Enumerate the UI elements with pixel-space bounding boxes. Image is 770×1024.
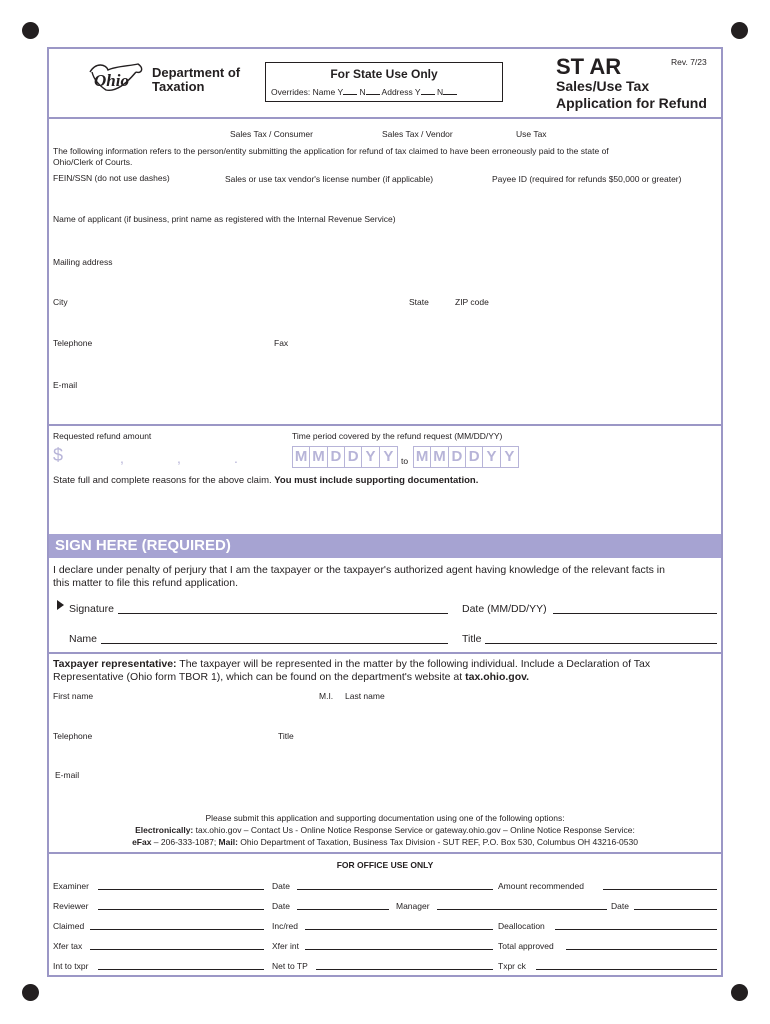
- website-link[interactable]: tax.ohio.gov.: [465, 671, 530, 683]
- date-cell: M: [310, 447, 327, 467]
- office-manager-line[interactable]: [437, 909, 607, 910]
- office-xfer-tax-line[interactable]: [90, 949, 264, 950]
- payee-label: Payee ID (required for refunds $50,000 or greater): [492, 174, 682, 184]
- office-amount-recommended-label: Amount recommended: [498, 881, 584, 891]
- fein-label: FEIN/SSN (do not use dashes): [53, 173, 170, 183]
- office-divider: [47, 852, 723, 854]
- applicant-name-label: Name of applicant (if business, print name as registered with the Internal Revenue Service): [53, 214, 396, 224]
- representative-text-1: Taxpayer representative: The taxpayer will be represented in the matter by the following individual. Include a Declaration of Tax: [53, 658, 651, 670]
- office-reviewer-line[interactable]: [98, 909, 264, 910]
- amount-decimal: .: [234, 450, 238, 466]
- office-deallocation-line[interactable]: [555, 929, 717, 930]
- form-title: Sales/Use Tax Application for Refund: [556, 78, 707, 111]
- registration-mark-bottom-left: [22, 984, 39, 1001]
- date-cell: Y: [362, 447, 379, 467]
- registration-mark-top-left: [22, 22, 39, 39]
- sign-date-label: Date (MM/DD/YY): [462, 603, 547, 615]
- office-amount-recommended-line[interactable]: [603, 889, 717, 890]
- date-cell: Y: [504, 448, 515, 465]
- representative-text-2: Representative (Ohio form TBOR 1), which can be found on the department's website at tax.ohio.gov.: [53, 671, 530, 683]
- dollar-sign: $: [53, 445, 64, 465]
- office-date-label-3: Date: [611, 901, 629, 911]
- rep-mi-label: M.I.: [319, 691, 334, 701]
- date-cell: M: [414, 447, 431, 467]
- office-date-label-1: Date: [272, 881, 290, 891]
- office-xfer-int-label: Xfer int: [272, 941, 299, 951]
- office-total-approved-label: Total approved: [498, 941, 554, 951]
- applicant-intro: The following information refers to the person/entity submitting the application for refund of tax claimed to have been erroneously paid to the state of: [53, 146, 609, 156]
- date-cell: Y: [483, 447, 500, 467]
- registration-mark-bottom-right: [731, 984, 748, 1001]
- office-date-line-2[interactable]: [297, 909, 389, 910]
- submit-instructions: Please submit this application and supporting documentation using one of the following options:: [205, 813, 565, 823]
- reasons-label: State full and complete reasons for the above claim. You must include supporting documentation.: [53, 475, 479, 486]
- office-date-label-2: Date: [272, 901, 290, 911]
- date-cell: Y: [383, 448, 394, 465]
- ohio-logo-icon: [86, 60, 148, 96]
- office-net-to-tp-label: Net to TP: [272, 961, 308, 971]
- mailing-address-label: Mailing address: [53, 257, 113, 267]
- signature-line[interactable]: [118, 613, 448, 614]
- rep-first-name-label: First name: [53, 691, 94, 701]
- sign-name-line[interactable]: [101, 643, 448, 644]
- refund-amount-label: Requested refund amount: [53, 431, 152, 441]
- office-net-to-tp-line[interactable]: [316, 969, 493, 970]
- tax-type-sales-consumer[interactable]: Sales Tax / Consumer: [230, 129, 313, 139]
- applicant-divider: [47, 424, 723, 426]
- submit-electronic: Electronically: tax.ohio.gov – Contact Us - Online Notice Response Service or gateway.ohio.gov – Online Notice Response Service:: [135, 825, 635, 835]
- department-name: Department of Taxation: [152, 65, 241, 94]
- date-cell: M: [431, 447, 448, 467]
- office-examiner-line[interactable]: [98, 889, 264, 890]
- office-incred-label: Inc/red: [272, 921, 298, 931]
- rep-last-name-label: Last name: [345, 691, 385, 701]
- office-int-to-txpr-label: Int to txpr: [53, 961, 89, 971]
- office-date-line-3[interactable]: [634, 909, 717, 910]
- rep-email-label: E-mail: [55, 770, 80, 780]
- date-cell: D: [449, 447, 466, 467]
- office-txpr-ck-line[interactable]: [536, 969, 717, 970]
- office-claimed-label: Claimed: [53, 921, 85, 931]
- time-period-label: Time period covered by the refund request (MM/DD/YY): [292, 431, 503, 441]
- date-cell: D: [328, 447, 345, 467]
- zip-label: ZIP code: [455, 297, 489, 307]
- registration-mark-top-right: [731, 22, 748, 39]
- office-manager-label: Manager: [396, 901, 430, 911]
- sign-divider: [47, 652, 723, 654]
- date-cell: D: [466, 447, 483, 467]
- submit-efax-mail: eFax – 206-333-1087; Mail: Ohio Department of Taxation, Business Tax Division - SUT REF, P.O. Box 530, Columbus OH 43216-0530: [132, 837, 638, 847]
- ohio-logo: [86, 60, 148, 101]
- signature-label: Signature: [69, 603, 114, 615]
- amount-comma-2: ,: [177, 450, 181, 466]
- rep-telephone-label: Telephone: [53, 731, 93, 741]
- applicant-intro-2: Ohio/Clerk of Courts.: [53, 157, 133, 167]
- period-start-date[interactable]: [292, 446, 398, 468]
- fax-label: Fax: [274, 338, 289, 348]
- office-xfer-tax-label: Xfer tax: [53, 941, 83, 951]
- rep-title-label: Title: [278, 731, 294, 741]
- office-deallocation-label: Deallocation: [498, 921, 545, 931]
- tax-type-use[interactable]: Use Tax: [516, 129, 547, 139]
- date-cell: M: [293, 447, 310, 467]
- header-divider: [47, 117, 723, 119]
- email-label: E-mail: [53, 380, 78, 390]
- period-end-date[interactable]: [413, 446, 519, 468]
- signature-arrow-icon: [57, 600, 64, 610]
- sign-title-label: Title: [462, 633, 482, 645]
- office-examiner-label: Examiner: [53, 881, 89, 891]
- city-label: City: [53, 297, 68, 307]
- overrides-row: Overrides: Name Y N Address Y N: [271, 87, 457, 97]
- office-xfer-int-line[interactable]: [305, 949, 493, 950]
- amount-comma-1: ,: [120, 450, 124, 466]
- sign-date-line[interactable]: [553, 613, 717, 614]
- office-use-heading: FOR OFFICE USE ONLY: [336, 860, 434, 870]
- sign-title-line[interactable]: [485, 643, 717, 644]
- office-date-line-1[interactable]: [297, 889, 493, 890]
- sign-here-heading: SIGN HERE (REQUIRED): [49, 534, 721, 558]
- office-reviewer-label: Reviewer: [53, 901, 89, 911]
- date-cell: D: [345, 447, 362, 467]
- office-claimed-line[interactable]: [90, 929, 264, 930]
- telephone-label: Telephone: [53, 338, 93, 348]
- office-total-approved-line[interactable]: [566, 949, 717, 950]
- declaration-line-2: this matter to file this refund application.: [53, 577, 239, 589]
- svg-text:Ohio: Ohio: [94, 71, 129, 90]
- state-use-title: For State Use Only: [330, 67, 438, 81]
- to-label: to: [401, 456, 409, 466]
- office-int-to-txpr-line[interactable]: [98, 969, 264, 970]
- office-txpr-ck-label: Txpr ck: [498, 961, 526, 971]
- tax-type-sales-vendor[interactable]: Sales Tax / Vendor: [382, 129, 453, 139]
- declaration-line-1: I declare under penalty of perjury that I am the taxpayer or the taxpayer's authorized agent having knowledge of the relevant facts in: [53, 564, 665, 576]
- form-id: ST AR: [556, 54, 622, 79]
- state-label: State: [409, 297, 429, 307]
- revision-date: Rev. 7/23: [671, 57, 707, 67]
- office-incred-line[interactable]: [305, 929, 493, 930]
- license-label: Sales or use tax vendor's license number (if applicable): [225, 174, 434, 184]
- sign-name-label: Name: [69, 633, 98, 645]
